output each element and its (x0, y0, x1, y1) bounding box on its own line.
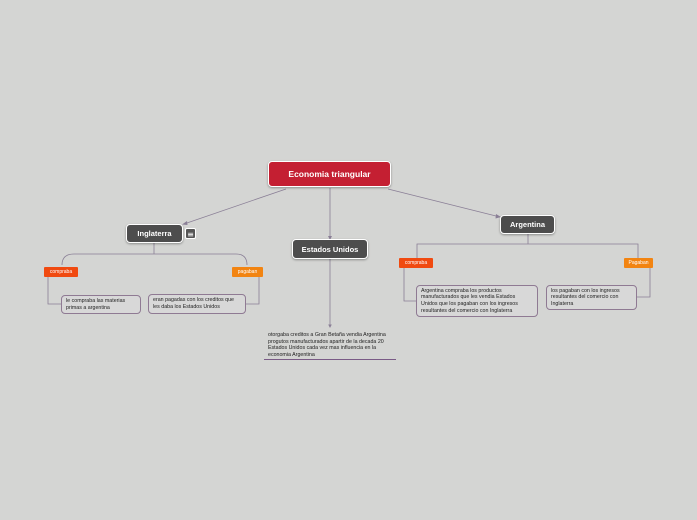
note-estados-unidos[interactable] (264, 330, 396, 360)
connector-pagaban-1-leaf (246, 277, 259, 304)
relation-tag-label: compraba (49, 269, 73, 275)
subtopic-text: eran pagadas con los creditos que les daba los Estados Unidos (153, 297, 234, 310)
relation-tag-label: pagaban (237, 269, 258, 275)
subtopic-text: los pagaban con los ingresos resultantes del comercio con Inglaterra (551, 287, 620, 307)
relation-tag-pagaban-inglaterra[interactable] (232, 267, 263, 277)
subtopic-productos-manufacturados[interactable] (416, 285, 538, 317)
central-topic-label: Economia triangular (288, 169, 371, 179)
subtopic-text: le compraba las materias primas a argentina (66, 297, 126, 311)
topic-inglaterra[interactable] (126, 224, 183, 243)
relation-tag-compraba-argentina[interactable] (399, 258, 433, 268)
arrowhead-note (328, 325, 332, 329)
connector-compraba-1-leaf (48, 277, 61, 304)
relation-tag-compraba-inglaterra[interactable] (44, 267, 78, 277)
connector-compraba-2-leaf (404, 268, 416, 301)
subtopic-text: Argentina compraba los productos manufacturados que les vendia Estados Unidos que los pagaban con los ingresos resultantes del comercio con Inglaterra (421, 287, 518, 314)
central-topic-economia-triangular[interactable] (268, 161, 391, 187)
arrowhead-inglaterra (182, 221, 188, 225)
subtopic-ingresos[interactable] (546, 285, 637, 310)
hamburger-menu-icon[interactable]: ≡ (185, 228, 196, 239)
topic-estados-unidos[interactable] (292, 239, 368, 259)
relation-tag-pagaban-argentina[interactable] (624, 258, 653, 268)
subtopic-materias-primas[interactable] (61, 295, 141, 314)
topic-argentina[interactable] (500, 215, 555, 234)
relation-tag-label: Pagaban (628, 260, 649, 266)
connector-central-inglaterra (184, 189, 286, 224)
note-text: otorgaba creditos a Gran Betaña vendia Argentina progutos manufacturados apartir de la decada 20 Estados Unidos cada vez mas influencia en la economia Argentina (268, 332, 386, 358)
relation-tag-label: compraba (404, 260, 428, 266)
connector-pagaban-2-leaf (637, 268, 650, 297)
connector-argentina-bracket (417, 234, 638, 258)
subtopic-creditos[interactable] (148, 294, 246, 314)
connector-central-argentina (388, 189, 500, 217)
topic-inglaterra-label: Inglaterra (137, 229, 172, 238)
topic-argentina-label: Argentina (509, 220, 545, 229)
topic-estados-unidos-label: Estados Unidos (301, 244, 359, 254)
connector-inglaterra-bracket (62, 243, 247, 265)
